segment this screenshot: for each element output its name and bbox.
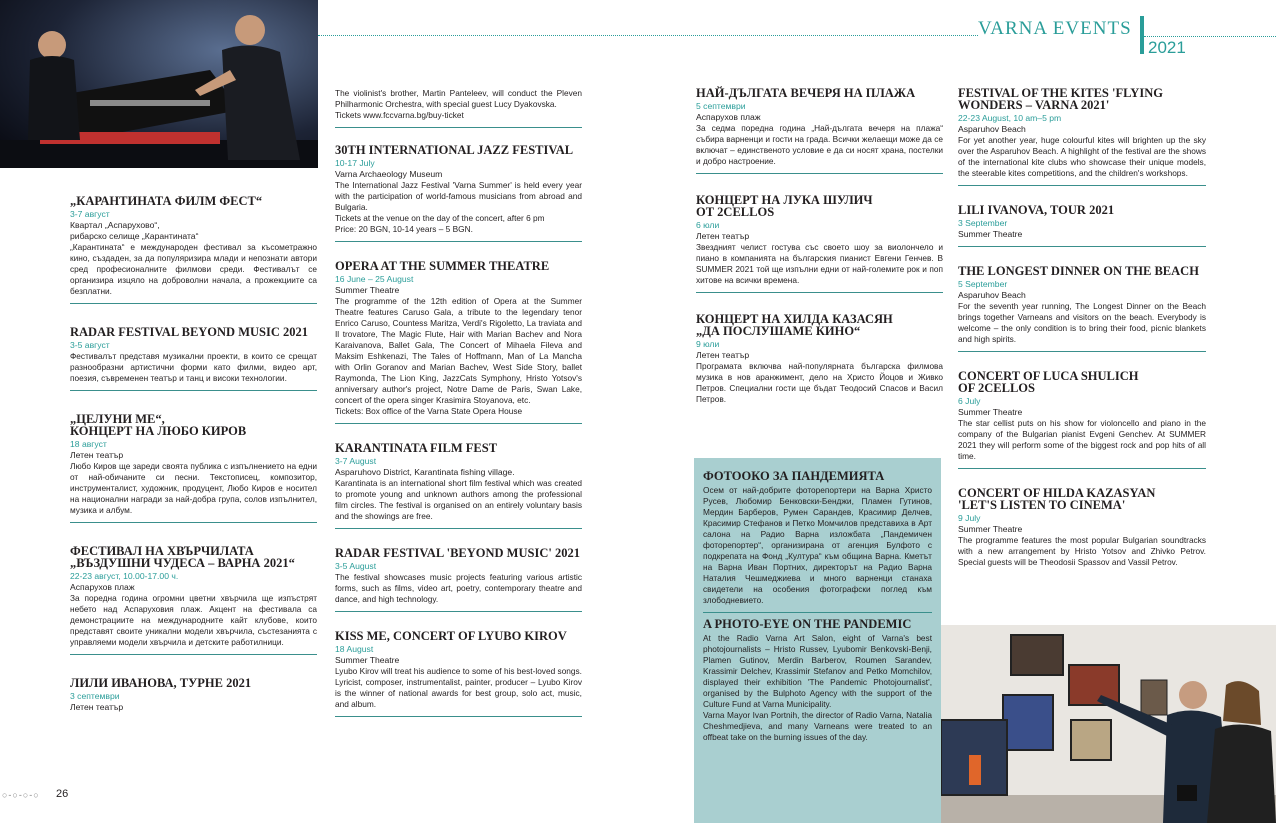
- event-entry: [70, 195, 317, 304]
- event-venue: Летен театър: [70, 702, 124, 712]
- event-entry: [70, 312, 317, 391]
- exhibition-photo: [941, 625, 1276, 823]
- column-4: [958, 87, 1206, 582]
- event-entry: [958, 194, 1206, 247]
- section-title: VARNA EVENTS: [978, 18, 1132, 39]
- event-entry: [696, 182, 943, 293]
- event-date: 3-7 August: [335, 456, 377, 466]
- event-entry: [958, 255, 1206, 352]
- event-title: THE LONGEST DINNER ON THE BEACH: [958, 264, 1199, 278]
- event-entry: [335, 620, 582, 717]
- event-body: „Карантината“ е международен фестивал за късометражно кино, създаден, за да популяризира млади и непознати автори сред професионалните филмови среди. Фестивалът се организира изцяло на доброволни начала, а прожекциите са безплатни.: [70, 242, 317, 296]
- feature-box: [694, 458, 941, 823]
- event-venue: Summer Theatre: [335, 285, 400, 295]
- event-title: FESTIVAL OF THE KITES 'FLYING WONDERS – VARNA 2021': [958, 86, 1163, 112]
- footer-ornament: ○-○-○-○: [2, 790, 40, 800]
- event-venue: Summer Theatre: [958, 407, 1023, 417]
- event-date: 10-17 July: [335, 158, 375, 168]
- concert-photo-image: [0, 0, 318, 168]
- event-title: „КАРАНТИНАТА ФИЛМ ФЕСТ“: [70, 194, 263, 208]
- event-entry: [335, 537, 582, 612]
- event-date: 16 June – 25 August: [335, 274, 414, 284]
- event-title: НАЙ-ДЪЛГАТА ВЕЧЕРЯ НА ПЛАЖА: [696, 86, 916, 100]
- event-entry: [696, 301, 943, 411]
- event-entry: [958, 360, 1206, 469]
- feature-body-en: At the Radio Varna Art Salon, eight of Varna's best photojournalists – Hristo Russev, Lyubomir Benkovski-Benji, Plamen Gutinov, Merdin Barberov, Roumen Sarandev, Krassimir Delchev, Krassimir Stefanov and Petko Momchilov, displayed their exhibition 'The Pandemic Photojournalist', organised by the Bulphoto Agency with the support of the Culture Fund at Varna Municipality. Varna Mayor Ivan Portnih, the director of Radio Varna, Natalia Cheshmedjieva, and many Varneans were treated to an offbeat take on the burning issues of the day.: [703, 633, 932, 742]
- event-venue: Summer Theatre: [958, 229, 1023, 239]
- event-title: RADAR FESTIVAL 'BEYOND MUSIC' 2021: [335, 546, 580, 560]
- page-number: 26: [56, 788, 69, 800]
- event-entry: [335, 136, 582, 242]
- event-body: Фестивалът представя музикални проекти, в които се срещат разнообразни артистични форми като филми, видео арт, поезия, съвременен театър и танц и високи технологии.: [70, 351, 317, 383]
- event-venue: Квартал „Аспарухово“, рибарско селище „Карантината“: [70, 220, 199, 241]
- event-venue: Varna Archaeology Museum: [335, 169, 443, 179]
- event-title: OPERA AT THE SUMMER THEATRE: [335, 259, 550, 273]
- event-date: 9 July: [958, 513, 981, 523]
- event-body: За поредна година огромни цветни хвърчила ще изпъстрят небето над Аспаруховия плаж. Акцент на фестивала са демонстрациите на международните кайт клубове, които представят своите уникални модели хвърчила, състезанията с управляеми модели хвърчила и детските работилници.: [70, 593, 317, 647]
- column-2: [335, 88, 582, 725]
- event-date: 9 юли: [696, 339, 720, 349]
- event-body: For the seventh year running, The Longest Dinner on the Beach brings together Varneans and visitors on the beach. Everybody is welcome – the only condition is to bring their food, picnic blankets and high spirits.: [958, 301, 1206, 344]
- event-body: For yet another year, huge colourful kites will brighten up the sky over the Asparuhov Beach. A highlight of the festival are the shows of the international kite clubs who showcase their unique models, the steerable kites competitions, and the children's workshops.: [958, 135, 1206, 178]
- event-entry: [70, 663, 317, 719]
- event-date: 18 август: [70, 439, 107, 449]
- event-date: 5 септември: [696, 101, 746, 111]
- event-entry: [70, 531, 317, 655]
- event-body: За седма поредна година „Най-дългата вечеря на плажа“ събира варненци и гости на града. Всички желаещи може да се включат – единственото условие е да си носят храна, постелки и добро настроение.: [696, 123, 943, 166]
- event-venue: Asparuhovo District, Karantinata fishing village.: [335, 467, 515, 477]
- event-venue: Летен театър: [70, 450, 124, 460]
- event-venue: Аспарухов плаж: [70, 582, 135, 592]
- event-body: The star cellist puts on his show for violoncello and piano in the company of the Bulgarian pianist Evgeni Genchev. At SUMMER 2021 they will perform some of the biggest rock and pop hits of all time.: [958, 418, 1206, 461]
- event-date: 18 August: [335, 644, 374, 654]
- event-date: 3-5 August: [335, 561, 377, 571]
- event-body: Lyubo Kirov will treat his audience to some of his best-loved songs. Lyricist, composer, instrumentalist, painter, producer – Lyubo Kirov is the winner of national awards for best group, solo act, music, and album.: [335, 666, 582, 709]
- event-body: The festival showcases music projects featuring various artistic forms, such as films, video art, poetry, contemporary theatre and dance, and high technology.: [335, 572, 582, 604]
- feature-divider: [703, 612, 932, 613]
- event-entry: [958, 87, 1206, 186]
- event-body: Karantinata is an international short film festival which was created to promote young and unknown authors among the professional film circles. The festival is organised on an entirely voluntary basis and the showings are free.: [335, 478, 582, 521]
- header-accent-bar: [1140, 16, 1144, 54]
- event-date: 3-7 август: [70, 209, 110, 219]
- event-venue: Летен театър: [696, 350, 750, 360]
- column-1: [70, 195, 317, 727]
- event-venue: Летен театър: [696, 231, 750, 241]
- event-title: RADAR FESTIVAL BEYOND MUSIC 2021: [70, 325, 309, 339]
- event-title: LILI IVANOVA, TOUR 2021: [958, 203, 1115, 217]
- event-title: КОНЦЕРТ НА ХИЛДА КАЗАСЯН „ДА ПОСЛУШАМЕ КИНО“: [696, 312, 893, 338]
- event-title: КОНЦЕРТ НА ЛУКА ШУЛИЧ ОТ 2CELLOS: [696, 193, 873, 219]
- event-body: Програмата включва най-популярната българска филмова музика в нов аранжимент, дело на Христо Йоцов и Живко Петров. Специални гости ще бъдат Теодосий Спасов и Васил Петров.: [696, 361, 943, 404]
- event-entry: [696, 87, 943, 174]
- event-venue: Summer Theatre: [335, 655, 400, 665]
- feature-title-bg: ФОТООКО ЗА ПАНДЕМИЯТА: [703, 469, 885, 483]
- feature-title-en: A PHOTO-EYE ON THE PANDEMIC: [703, 617, 912, 631]
- event-venue: Asparuhov Beach: [958, 290, 1026, 300]
- event-entry: [958, 477, 1206, 574]
- event-date: 5 September: [958, 279, 1008, 289]
- event-date: 6 юли: [696, 220, 720, 230]
- header-dotted-rule: [318, 35, 978, 36]
- feature-body-bg: Осем от най-добрите фоторепортери на Варна Христо Русев, Любомир Бенковски-Бенджи, Пламен Гутинов, Мердин Барберов, Румен Сарандев, Красимир Делчев, Красимир Стефанов и Петко Момчилов представиха в Арт салона на Радио Варна изложбата „Пандемичен фоторепортер“, организирана от агенция Булфото с подкрепата на Фонд „Култура“ към община Варна. Кметът на Варна Иван Портних, директорът на Радио Варна Наталия Чешмеджиева и много варненци станаха свидетели на особения фотографски поглед към злободневието.: [703, 485, 932, 605]
- event-entry: [70, 399, 317, 523]
- event-date: 6 July: [958, 396, 981, 406]
- header-year-rule: [1144, 36, 1276, 37]
- event-venue: Asparuhov Beach: [958, 124, 1026, 134]
- event-date: 3 септември: [70, 691, 120, 701]
- event-body: The programme of the 12th edition of Opera at the Summer Theatre features Caruso Gala, a tribute to the legendary tenor Enrico Caruso, Countess Maritza, Verdi's Rigoletto, La traviata and Il trovatore, The Magic Flute, Hair with Marian Bachev and Nora Karaivanova, Ballet Gala, The Concert of Mihaela Fileva and Maksim Eshkenazi, The Tales of Hoffmann, Man of La Mancha with Orlin Goranov and Marian Bachev, West Side Story, ballet Raymonda, The Lion King, JazzCats Symphony, Hristo Yotsov's anniversary author's project, Notre Dame de Paris, Swan Lake, concert of the opera singer Krasimira Stoyanova, etc. Tickets: Box office of the Varna State Opera House: [335, 296, 582, 416]
- event-date: 22-23 август, 10.00-17.00 ч.: [70, 571, 179, 581]
- exhibition-photo-image: [941, 625, 1276, 823]
- section-year: 2021: [1148, 38, 1186, 57]
- event-title: „ЦЕЛУНИ МЕ“, КОНЦЕРТ НА ЛЮБО КИРОВ: [70, 412, 247, 438]
- event-title: ЛИЛИ ИВАНОВА, ТУРНЕ 2021: [70, 676, 252, 690]
- column-3: [696, 87, 943, 419]
- event-title: KISS ME, CONCERT OF LYUBO KIROV: [335, 629, 567, 643]
- event-entry: [335, 432, 582, 529]
- event-venue: Аспарухов плаж: [696, 112, 761, 122]
- event-date: 3-5 август: [70, 340, 110, 350]
- event-date: 3 September: [958, 218, 1008, 228]
- event-title: 30TH INTERNATIONAL JAZZ FESTIVAL: [335, 143, 574, 157]
- event-date: 22-23 August, 10 am–5 pm: [958, 113, 1062, 123]
- event-entry: [335, 250, 582, 424]
- event-title: ФЕСТИВАЛ НА ХВЪРЧИЛАТА „ВЪЗДУШНИ ЧУДЕСА – ВАРНА 2021“: [70, 544, 295, 570]
- event-title: KARANTINATA FILM FEST: [335, 441, 498, 455]
- event-body: The violinist's brother, Martin Panteleev, will conduct the Pleven Philharmonic Orchestra, with special guest Lucy Dyakovska. Tickets www.fccvarna.bg/buy-ticket: [335, 88, 582, 120]
- concert-photo: [0, 0, 318, 168]
- event-body: The International Jazz Festival 'Varna Summer' is held every year with the participation of world-famous musicians from abroad and Bulgaria. Tickets at the venue on the day of the concert, after 6 pm Price: 20 BGN, 10-14 years – 5 BGN.: [335, 180, 582, 234]
- event-body: Любо Киров ще зареди своята публика с изпълнението на едни от най-обичаните си песни. Текстописец, композитор, инструменталист, художник, продуцент, Любо Киров е носител на национални награди за най-добра група, солов изпълнител, музика и албум.: [70, 461, 317, 515]
- event-title: CONCERT OF LUCA SHULICH OF 2CELLOS: [958, 369, 1139, 395]
- event-body: Звездният челист гостува със своето шоу за виолончело и пиано в компанията на българския пианист Евгени Генчев. В SUMMER 2021 той ще изпълни едни от най-големите рок и поп хитове на всички времена.: [696, 242, 943, 285]
- event-body: The programme features the most popular Bulgarian soundtracks with a new arrangement by Hristo Yotsov and Zhivko Petrov. Special guests will be Theodosii Spassov and Vassil Petrov.: [958, 535, 1206, 567]
- event-venue: Summer Theatre: [958, 524, 1023, 534]
- event-entry: [335, 88, 582, 128]
- event-title: CONCERT OF HILDA KAZASYAN 'LET'S LISTEN TO CINEMA': [958, 486, 1156, 512]
